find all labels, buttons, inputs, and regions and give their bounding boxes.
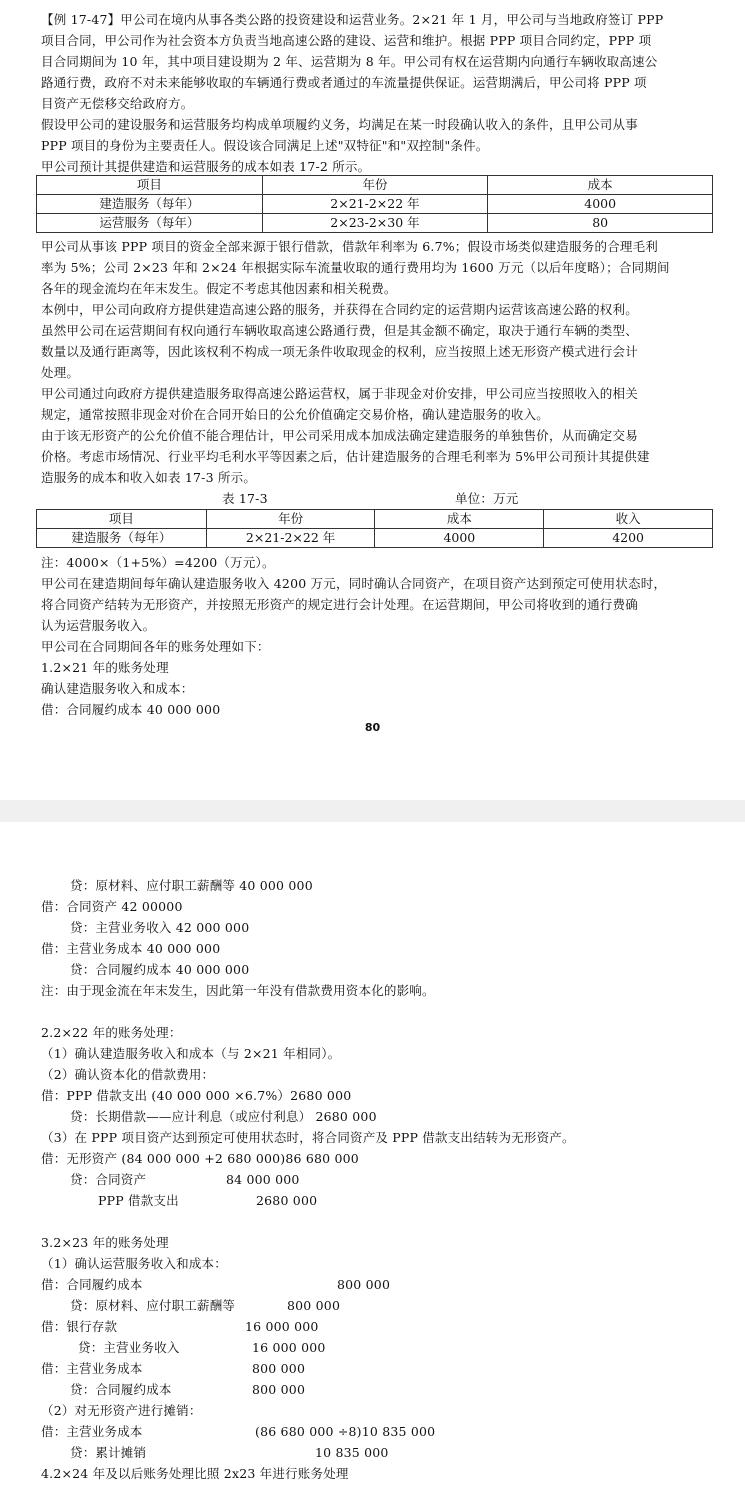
table-header-cell: 收入 [544,510,713,529]
page-number: 80 [364,721,381,734]
table-header-cell: 项目 [37,176,263,195]
text-line: PPP 借款支出 [98,1193,179,1208]
amount: 800 000 [252,1361,306,1376]
text-line: 借：合同履约成本 [41,1277,143,1292]
amount: (86 680 000 ÷8)10 835 000 [255,1424,436,1439]
text-line: 注：由于现金流在年末发生，因此第一年没有借款费用资本化的影响。 [41,983,435,998]
table-cell: 4000 [488,195,713,214]
text-line: 各年的现金流均在年末发生。假定不考虑其他因素和相关税费。 [41,281,397,296]
table-cell: 运营服务（每年） [37,214,263,233]
text-line: 注：4000×（1+5%）=4200（万元）。 [41,555,275,570]
text-line: 甲公司从事该 PPP 项目的资金全部来源于银行借款，借款年利率为 6.7%；假设市场类似建造服务的合理毛利 [41,239,659,254]
cost-revenue-table-17-3 [36,509,713,548]
text-line: 将合同资产结转为无形资产，并按照无形资产的规定进行会计处理。在运营期间，甲公司将收到的通行费确 [41,597,638,612]
text-line: 规定，通常按照非现金对价在合同开始日的公允价值确定交易价格，确认建造服务的收入。 [41,407,550,422]
text-line: （1）确认运营服务收入和成本： [41,1256,227,1271]
text-line: 由于该无形资产的公允价值不能合理估计，甲公司采用成本加成法确定建造服务的单独售价，从而确定交易 [41,428,638,443]
amount: 84 000 000 [226,1172,300,1187]
amount: 2680 000 [256,1193,318,1208]
table-row [37,195,713,214]
text-line: 4.2×24 年及以后账务处理比照 2x23 年进行账务处理 [41,1466,349,1481]
text-line: 数量以及通行距离等，因此该权利不构成一项无条件收取现金的权利，应当按照上述无形资产模式进行会计 [41,344,638,359]
amount: 16 000 000 [252,1340,326,1355]
text-line: 贷：原材料、应付职工薪酬等 40 000 000 [70,878,313,893]
text-line: （1）确认建造服务收入和成本（与 2×21 年相同）。 [41,1046,341,1061]
text-line: 虽然甲公司在运营期间有权向通行车辆收取高速公路通行费，但是其金额不确定，取决于通行车辆的类型、 [41,323,638,338]
text-line: 借：主营业务成本 [41,1424,143,1439]
table-cell: 建造服务（每年） [37,195,263,214]
table-unit-label: 单位：万元 [455,491,519,506]
text-line: 贷：主营业务收入 [78,1340,180,1355]
table-cell: 2×23-2×30 年 [262,214,488,233]
table-cell: 2×21-2×22 年 [206,529,375,548]
text-line: 甲公司通过向政府方提供建造服务取得高速公路运营权，属于非现金对价安排，甲公司应当按照收入的相关 [41,386,638,401]
text-line: 本例中，甲公司向政府方提供建造高速公路的服务，并获得在合同约定的运营期内运营该高速公路的权利。 [41,302,638,317]
text-line: 借：银行存款 [41,1319,118,1334]
text-line: 造服务的成本和收入如表 17-3 所示。 [41,470,257,485]
cost-table-17-2 [36,175,713,233]
text-line: 甲公司在建造期间每年确认建造服务收入 4200 万元，同时确认合同资产，在项目资产达到预定可使用状态时， [41,576,667,591]
table-header-row [37,176,713,195]
text-line: 目资产无偿移交给政府方。 [41,96,194,111]
text-line: 率为 5%；公司 2×23 年和 2×24 年根据实际车流量收取的通行费用均为 1600 万元（以后年度略）；合同期间 [41,260,670,275]
table-caption: 表 17-3 [222,491,268,506]
text-line: 2.2×22 年的账务处理： [41,1025,182,1040]
text-line: 贷：合同履约成本 40 000 000 [70,962,250,977]
table-header-cell: 年份 [262,176,488,195]
text-line: 假设甲公司的建设服务和运营服务均构成单项履约义务，均满足在某一时段确认收入的条件，且甲公司从事 [41,117,638,132]
text-line: 项目合同，甲公司作为社会资本方负责当地高速公路的建设、运营和维护。根据 PPP 项目合同约定，PPP 项 [41,33,652,48]
text-line: 1.2×21 年的账务处理 [41,660,169,675]
text-line: 路通行费，政府不对未来能够收取的车辆通行费或者通过的车流量提供保证。运营期满后，甲公司将 PPP 项 [41,75,647,90]
text-line: 借：主营业务成本 40 000 000 [41,941,221,956]
table-cell: 80 [488,214,713,233]
table-row [37,529,713,548]
table-row [37,214,713,233]
text-line: 借：无形资产 (84 000 000 +2 680 000)86 680 000 [41,1151,359,1166]
text-line: PPP 项目的身份为主要责任人。假设该合同满足上述"双特征"和"双控制"条件。 [41,138,489,153]
text-line: （3）在 PPP 项目资产达到预定可使用状态时，将合同资产及 PPP 借款支出结转为无形资产。 [41,1130,575,1145]
text-line: 借：PPP 借款支出 (40 000 000 ×6.7%）2680 000 [41,1088,352,1103]
amount: 10 835 000 [315,1445,389,1460]
table-cell: 建造服务（每年） [37,529,207,548]
text-line: 借：合同履约成本 40 000 000 [41,702,221,717]
text-line: 贷：累计摊销 [70,1445,147,1460]
amount: 800 000 [252,1382,306,1397]
table-header-cell: 成本 [488,176,713,195]
text-line: 贷：合同履约成本 [70,1382,172,1397]
document-page-2 [0,822,745,1493]
page-separator [0,800,745,822]
text-line: 认为运营服务收入。 [41,618,156,633]
text-line: （2）确认资本化的借款费用： [41,1067,215,1082]
text-line: 贷：原材料、应付职工薪酬等 [70,1298,236,1313]
table-header-cell: 项目 [37,510,207,529]
text-line: （2）对无形资产进行摊销： [41,1403,202,1418]
text-line: 甲公司预计其提供建造和运营服务的成本如表 17-2 所示。 [41,159,371,174]
text-line: 贷：合同资产 [70,1172,147,1187]
amount: 800 000 [337,1277,391,1292]
text-line: 确认建造服务收入和成本： [41,681,194,696]
text-line: 价格。考虑市场情况、行业平均毛利水平等因素之后，估计建造服务的合理毛利率为 5%甲公司预计其提供建 [41,449,650,464]
text-line: 处理。 [41,365,80,380]
text-line: 甲公司在合同期间各年的账务处理如下： [41,639,270,654]
text-line: 目合同期间为 10 年，其中项目建设期为 2 年、运营期为 8 年。甲公司有权在运营期内向通行车辆收取高速公 [41,54,658,69]
table-header-row [37,510,713,529]
text-line: 【例 17-47】甲公司在境内从事各类公路的投资建设和运营业务。2×21 年 1 月，甲公司与当地政府签订 PPP [41,12,664,27]
table-cell: 4200 [544,529,713,548]
amount: 800 000 [287,1298,341,1313]
text-line: 贷：长期借款——应计利息（或应付利息） 2680 000 [70,1109,377,1124]
table-header-cell: 成本 [375,510,544,529]
amount: 16 000 000 [245,1319,319,1334]
text-line: 3.2×23 年的账务处理 [41,1235,169,1250]
table-cell: 2×21-2×22 年 [262,195,488,214]
table-cell: 4000 [375,529,544,548]
table-header-cell: 年份 [206,510,375,529]
text-line: 借：主营业务成本 [41,1361,143,1376]
text-line: 贷：主营业务收入 42 000 000 [70,920,250,935]
text-line: 借：合同资产 42 00000 [41,899,183,914]
